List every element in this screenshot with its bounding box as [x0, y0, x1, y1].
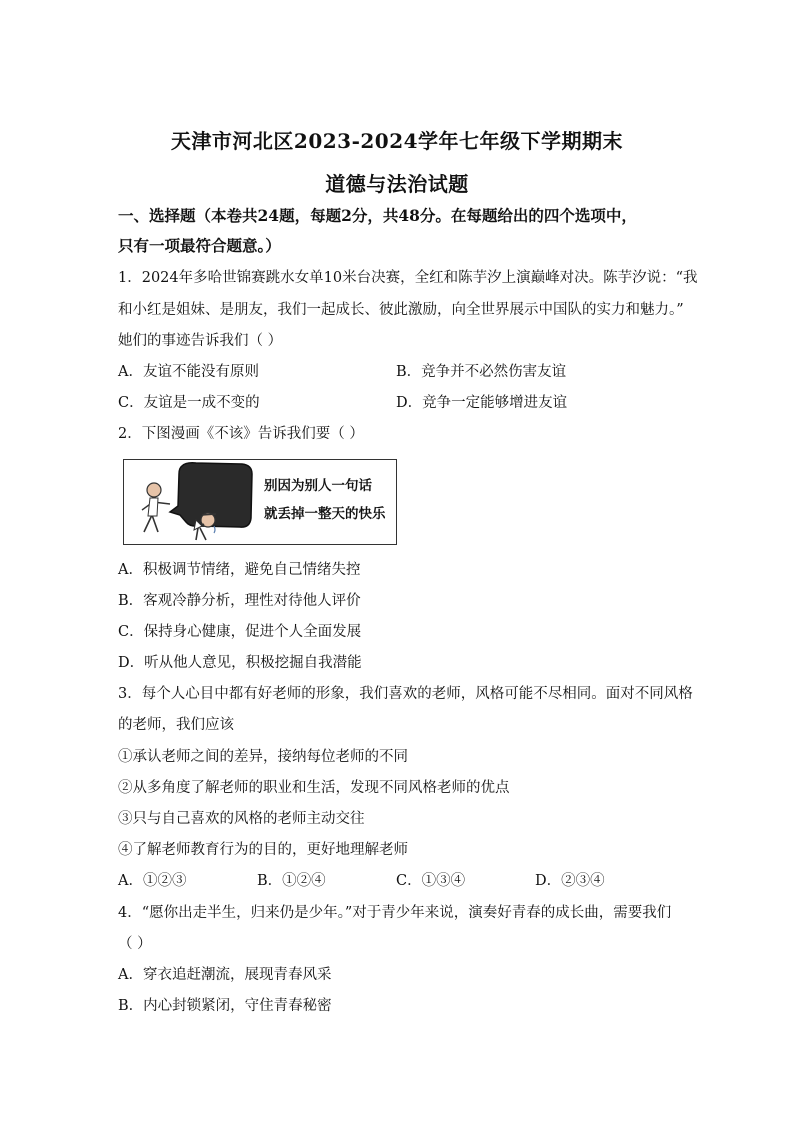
q3-stem-line2: 的老师，我们应该: [118, 717, 234, 733]
cartoon-image: [123, 459, 397, 545]
cartoon-caption-line1: 别因为别人一句话: [264, 478, 372, 494]
exam-title: 天津市河北区2023-2024学年七年级下学期期末: [170, 129, 624, 153]
q3-option-b: B．①②④: [257, 873, 326, 889]
q4-option-a: A．穿衣追赶潮流，展现青春风采: [118, 967, 332, 983]
q3-statement-1: ①承认老师之间的差异，接纳每位老师的不同: [118, 749, 408, 765]
q2-option-a: A．积极调节情绪，避免自己情绪失控: [118, 562, 361, 578]
q4-stem-line2: （ ）: [118, 936, 152, 952]
q2-option-b: B．客观冷静分析，理性对待他人评价: [118, 593, 361, 609]
q2-option-c: C．保持身心健康，促进个人全面发展: [118, 624, 362, 640]
q1-option-d: D．竞争一定能够增进友谊: [396, 395, 568, 411]
q1-option-b: B．竞争并不必然伤害友谊: [396, 364, 567, 380]
q3-option-a: A．①②③: [118, 873, 187, 889]
section-heading: 一、选择题（本卷共24题，每题2分，共48分。在每题给出的四个选项中，: [118, 206, 637, 225]
q2-option-d: D．听从他人意见，积极挖掘自我潜能: [118, 655, 362, 671]
q1-stem-line2: 和小红是姐妹、是朋友，我们一起成长、彼此激励，向全世界展示中国队的实力和魅力。”: [118, 302, 684, 318]
q3-stem-line1: 3．每个人心目中都有好老师的形象，我们喜欢的老师，风格可能不尽相同。面对不同风格: [118, 686, 693, 702]
q3-statement-4: ④了解老师教育行为的目的，更好地理解老师: [118, 842, 408, 858]
q3-statement-3: ③只与自己喜欢的风格的老师主动交往: [118, 811, 365, 827]
q3-option-c: C．①③④: [396, 873, 466, 889]
section-heading-cont: 只有一项最符合题意。）: [118, 236, 281, 255]
cartoon-figures-icon: [124, 460, 264, 543]
q3-option-d: D．②③④: [535, 873, 605, 889]
q4-option-b: B．内心封锁紧闭，守住青春秘密: [118, 998, 332, 1014]
q2-stem: 2．下图漫画《不该》告诉我们要（ ）: [118, 426, 364, 442]
exam-subtitle: 道德与法治试题: [325, 172, 469, 196]
q1-stem-line1: 1．2024年多哈世锦赛跳水女单10米台决赛，全红和陈芋汐上演巅峰对决。陈芋汐说：“我: [118, 270, 698, 286]
q1-option-c: C．友谊是一成不变的: [118, 395, 260, 411]
cartoon-caption-line2: 就丢掉一整天的快乐: [264, 506, 386, 522]
q4-stem-line1: 4．“愿你出走半生，归来仍是少年。”对于青少年来说，演奏好青春的成长曲，需要我们: [118, 905, 672, 921]
q1-stem-line3: 她们的事迹告诉我们（ ）: [118, 333, 283, 349]
q1-option-a: A．友谊不能没有原则: [118, 364, 259, 380]
q3-statement-2: ②从多角度了解老师的职业和生活，发现不同风格老师的优点: [118, 780, 510, 796]
